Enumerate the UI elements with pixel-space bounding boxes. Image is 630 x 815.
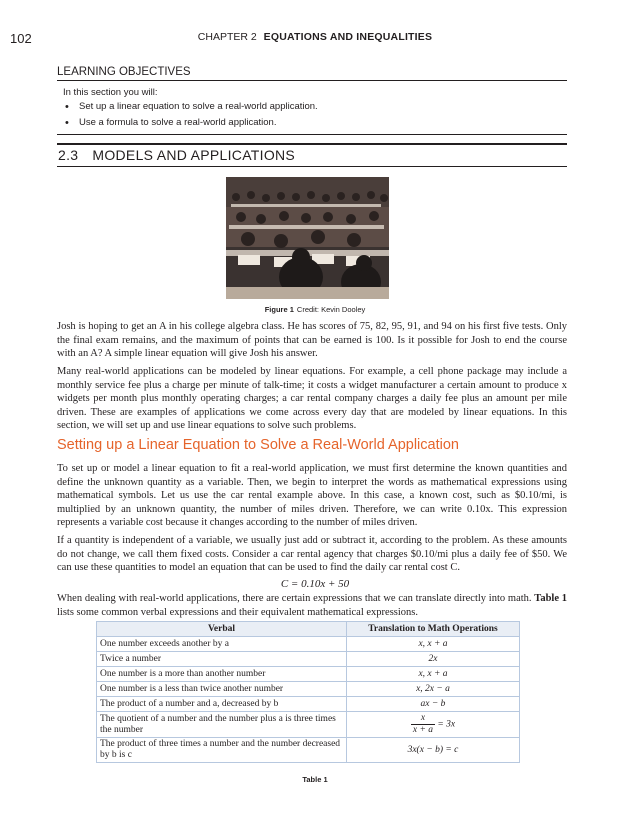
learning-objectives-intro: In this section you will:: [63, 87, 158, 98]
table-cell-math: x, x + a: [347, 637, 520, 652]
translation-table: [96, 621, 520, 763]
table-cell-verbal: One number exceeds another by a: [97, 637, 347, 652]
running-head-chapter: CHAPTER 2: [197, 31, 257, 43]
equation: C = 0.10x + 50: [280, 578, 350, 590]
paragraph: If a quantity is independent of a variable, we usually just add or subtract it, according to the problem. As these amounts do not change, we call them fixed costs. Consider a car rental agency that charges $0.10/mi plus a daily fee of $50. We can use these quantities to model an equation that can be used to find the daily car rental cost C.: [57, 535, 567, 573]
paragraph: Josh is hoping to get an A in his college algebra class. He has scores of 75, 82, 95, 91, and 94 on his first five tests. Only the final exam remains, and the maximum of points that can be earned is 100. Is it possible for Josh to end the course with an A? A simple linear equation will give Josh his answer.: [57, 321, 567, 359]
table-header-verbal: Verbal: [97, 622, 347, 637]
table-header-row: [97, 622, 520, 637]
table-cell-verbal: Twice a number: [97, 652, 347, 667]
section-heading: [58, 147, 295, 163]
table-row: [97, 652, 520, 667]
section-number: 2.3: [58, 147, 79, 163]
paragraph-text: When dealing with real-world applications, there are certain expressions that we can translate directly into math.: [57, 593, 532, 604]
objectives-bottom-rule: [57, 134, 567, 135]
section-bottom-rule: [57, 166, 567, 167]
section-top-rule: [57, 143, 567, 145]
table-cell-verbal: The product of three times a number and the number decreased by b is c: [97, 738, 347, 763]
table-cell-math: [347, 712, 520, 738]
table-cell-math: 2x: [347, 652, 520, 667]
paragraph: To set up or model a linear equation to fit a real-world application, we must first determine the known quantities and define the unknown quantity as a variable. Then, we begin to interpret the words as mathematical expressions using mathematical symbols. Let us use the car rental example above. In this case, a known cost, such as $0.10/mi, is multiplied by an unknown quantity, the number of miles driven. Therefore, we can write 0.10x. This expression represents a variable cost because it changes according to the number of miles driven.: [57, 463, 567, 528]
table-row: [97, 697, 520, 712]
paragraph: Many real-world applications can be modeled by linear equations. For example, a cell phone package may include a monthly service fee plus a charge per minute of talk-time; it costs a widget manufacturer a certain amount to produce x widgets per month plus monthly operating charges; a car rental company charges a daily fee plus an amount per mile driven. These are examples of applications we come across every day that are modeled by linear equations. In this section, we will set up and use linear equations to solve such problems.: [57, 366, 567, 431]
table-row: [97, 712, 520, 738]
learning-objectives-list: [63, 100, 318, 132]
table-cell-math: x, x + a: [347, 667, 520, 682]
objectives-top-rule: [57, 80, 567, 81]
objective-item: • Set up a linear equation to solve a real-world application.: [63, 100, 318, 116]
paragraph-text: lists some common verbal expressions and their equivalent mathematical expressions.: [57, 606, 418, 618]
fraction-numerator: x: [411, 713, 435, 725]
running-head: [0, 31, 630, 43]
page-number: 102: [10, 31, 32, 46]
section-title: MODELS AND APPLICATIONS: [92, 147, 296, 163]
table-cell-math: ax − b: [347, 697, 520, 712]
table-caption: Table 1: [302, 775, 328, 784]
running-head-title: EQUATIONS AND INEQUALITIES: [263, 31, 433, 43]
table-cell-verbal: One number is a more than another number: [97, 667, 347, 682]
learning-objectives-heading: LEARNING OBJECTIVES: [57, 66, 191, 78]
table-row: [97, 682, 520, 697]
table-cell-math: 3x(x − b) = c: [347, 738, 520, 763]
table-row: [97, 738, 520, 763]
figure-photo-classroom-exam: [226, 177, 389, 299]
equation-rhs: = 3x: [437, 719, 456, 730]
figure-label: Figure 1: [264, 305, 294, 314]
objective-item: • Use a formula to solve a real-world application.: [63, 116, 318, 132]
subsection-heading: Setting up a Linear Equation to Solve a Real-World Application: [57, 437, 459, 453]
table-cell-verbal: The product of a number and a, decreased by b: [97, 697, 347, 712]
table-header-translation: Translation to Math Operations: [347, 622, 520, 637]
table-reference: Table 1: [534, 593, 567, 604]
classroom-photo-illustration: [226, 177, 389, 299]
table-row: [97, 667, 520, 682]
fraction: [411, 713, 435, 736]
paragraph: [57, 592, 567, 619]
fraction-denominator: x + a: [412, 725, 433, 735]
table-cell-verbal: One number is a less than twice another number: [97, 682, 347, 697]
table-cell-verbal: The quotient of a number and the number plus a is three times the number: [97, 712, 347, 738]
figure-caption: [0, 305, 630, 314]
figure-credit: Credit: Kevin Dooley: [296, 305, 366, 314]
table-row: [97, 637, 520, 652]
table-cell-math: x, 2x − a: [347, 682, 520, 697]
